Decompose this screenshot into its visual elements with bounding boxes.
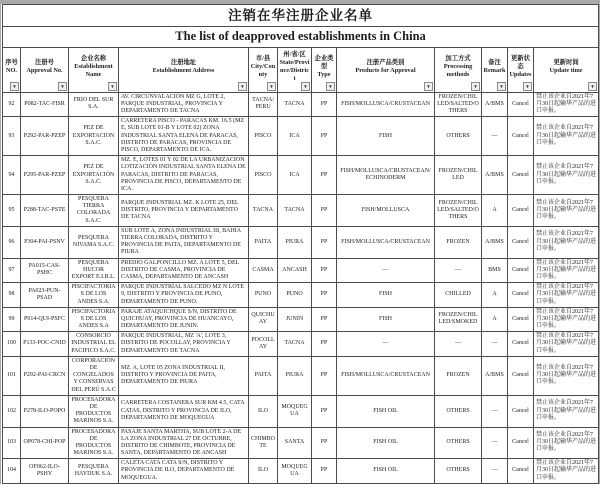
cell-type: PP [312,195,337,227]
cell-update-status: Cancel [508,226,534,258]
cell-update-status: Cancel [508,258,534,283]
cell-state: ICA [278,156,312,195]
table-row [3,117,599,156]
title-row-cn [3,5,599,27]
column-header-type [312,48,337,92]
cell-establishment-name: PISCIFACTORÍAS DE LOS ANDES S.A [69,307,119,332]
cell-city: TACNA/PERU [249,92,278,117]
cell-update-time: 禁止该企业自2021年7月30日起输华产品的进口申报。 [534,307,599,332]
header-label-cn: 市/县 [255,55,271,63]
header-label-cn: 州/省/区 [283,51,306,59]
cell-type: PP [312,117,337,156]
cell-city: PUNO [249,283,278,308]
cell-type: PP [312,283,337,308]
table-row [3,356,599,395]
cell-establishment-name: PESQUERA NIVAMA S.A.C. [69,226,119,258]
cell-establishment-name: CONSORCIO INDUSTRIAL EL PACIFICO S.A.C. [69,332,119,357]
cell-processing-methods: FROZEN/CHILLED/SALTED/OTHERS [435,195,482,227]
cell-products: FISH/MOLLUSCA/CRUSTACEAN [337,356,435,395]
header-label-cn: 序号 [5,59,18,67]
cell-processing-methods: OTHERS [435,427,482,459]
table-row [3,395,599,427]
cell-remark: A/BMS [482,92,508,117]
cell-no: 97 [3,258,21,283]
cell-update-time: 禁止该企业自2021年7月30日起输华产品的进口申报。 [534,427,599,459]
cell-products: FISH [337,307,435,332]
cell-approval-no: P292-PAI-CRCN [21,356,69,395]
header-label-cn: 注册产品类别 [366,59,405,67]
cell-establishment-name: PROCESADORA DE PRODUCTOS MARINOS S.A. [69,395,119,427]
cell-state: JUNÍN [278,307,312,332]
cell-establishment-name: PISCIFACTORÍAS DE LOS ANDES S.A. [69,283,119,308]
filter-dropdown-icon[interactable]: ▼ [267,82,276,91]
cell-type: PP [312,258,337,283]
cell-approval-no: P292-PAR-PZEP [21,117,69,156]
column-header-products [337,48,435,92]
cell-processing-methods: FROZEN/CHILLED/SALTED/OTHERS [435,92,482,117]
cell-processing-methods: — [435,332,482,357]
column-header-approval-no [21,48,69,92]
column-header-state [278,48,312,92]
cell-establishment-address: MZ. E, LOTES 01 Y 02 DE LA URBANIZACIÓN LOTIZACIÓN INDUSTRIAL SANTA ELENA DE PARACAS, DISTRITO DE PARACAS, PROVINCIA DE PISCO, DEPARTAMENTO DE ICA. [119,156,249,195]
filter-dropdown-icon[interactable]: ▼ [108,82,117,91]
cell-remark: A [482,283,508,308]
cell-state: PIURA [278,226,312,258]
cell-products: — [337,332,435,357]
cell-establishment-address: PARQUE INDUSTRIAL MZ. K LOTE 25, DEL DISTRITO, PROVINCIA Y DEPARTAMENTO DE TACNA [119,195,249,227]
header-label-cn: 注册地址 [170,59,197,67]
header-label-cn: 企业名称 [80,55,107,63]
cell-approval-no: PA015-CAS-PSHC [21,258,69,283]
cell-state: TACNA [278,332,312,357]
cell-update-time: 禁止该企业自2021年7月30日起输华产品的进口申报。 [534,226,599,258]
cell-approval-no: PA023-PUN-PSAD [21,283,69,308]
filter-dropdown-icon[interactable]: ▼ [424,82,433,91]
cell-approval-no: P295-PAR-PZEP [21,156,69,195]
cell-establishment-name: PEZ DE EXPORTACION S.A.C. [69,117,119,156]
cell-establishment-name: PESQUERA TIERRA COLORADA S.A.C. [69,195,119,227]
cell-remark: — [482,427,508,459]
cell-update-status: Cancel [508,117,534,156]
cell-type: PP [312,356,337,395]
cell-establishment-address: AV. CIRCUNVALACIÓN MZ G, LOTE 2, PARQUE INDUSTRIAL, PROVINCIA Y DEPARTAMENTO DE TACNA [119,92,249,117]
cell-update-status: Cancel [508,156,534,195]
cell-update-status: Cancel [508,195,534,227]
cell-update-status: Cancel [508,395,534,427]
cell-update-status: Cancel [508,332,534,357]
cell-remark: A/BMS [482,156,508,195]
cell-no: 93 [3,117,21,156]
cell-city: PISCO [249,117,278,156]
cell-remark: — [482,459,508,484]
cell-products: FISH [337,283,435,308]
cell-state: PIURA [278,356,312,395]
cell-update-time: 禁止该企业自2021年7月30日起输华产品的进口申报。 [534,332,599,357]
cell-establishment-name: PESQUERA HAYDUK S.A. [69,459,119,484]
cell-city: QUICHUAY [249,307,278,332]
cell-establishment-address: PARQUE INDUSTRIAL, MZ 'A', LOTE 3, DISTRITO DE POCOLLAY, PROVINCIA Y DEPARTAMENTO DE TACNA [119,332,249,357]
cell-update-time: 禁止该企业自2021年7月30日起输华产品的进口申报。 [534,283,599,308]
cell-type: PP [312,226,337,258]
filter-dropdown-icon[interactable]: ▼ [471,82,480,91]
header-label-cn: 注册号 [35,59,54,67]
cell-type: PP [312,332,337,357]
column-header-establishment-name [69,48,119,92]
header-label-en: Updates [509,70,532,78]
cell-establishment-address: PARAJE ATAQUICHQUE S/N, DISTRITO DE QUICHUAY, PROVINCIA DE HUANCAYO, DEPARTAMENTO DE JUNIN. [119,307,249,332]
cell-type: PP [312,307,337,332]
filter-sort-icon[interactable]: ▼ [588,82,597,91]
cell-update-time: 禁止该企业自2021年7月30日起输华产品的进口申报。 [534,195,599,227]
cell-processing-methods: FROZEN [435,226,482,258]
cell-establishment-address: SUB LOTE A, ZONA INDUSTRIAL III, BAHIA TIERRA COLORADA, DISTRITO Y PROVINCIA DE PAITA, DEPARTAMENTO DE PIURA [119,226,249,258]
cell-processing-methods: OTHERS [435,395,482,427]
cell-no: 95 [3,195,21,227]
cell-products: FISH/MOLLUSCA [337,195,435,227]
cell-processing-methods: — [435,258,482,283]
cell-processing-methods: FROZEN/CHILLED [435,156,482,195]
cell-state: TACNA [278,195,312,227]
cell-no: 104 [3,459,21,484]
cell-remark: — [482,332,508,357]
cell-establishment-name: PROCESADORA DE PRODUCTOS MARINOS S.A. [69,427,119,459]
table-row [3,332,599,357]
header-label-cn: 加工方式 [445,55,471,63]
cell-type: PP [312,427,337,459]
header-label-cn: 更新状态 [511,55,530,70]
table-row [3,427,599,459]
table-row [3,459,599,484]
column-header-establishment-address [119,48,249,92]
table-body [3,92,599,483]
cell-no: 92 [3,92,21,117]
header-label-en: Products for Approval [355,66,416,74]
cell-city: PAITA [249,356,278,395]
cell-processing-methods: CHILLED [435,283,482,308]
header-label-en: Establishment Name [74,62,113,78]
cell-remark: A [482,307,508,332]
cell-update-status: Cancel [508,307,534,332]
cell-city: TACNA [249,195,278,227]
cell-state: ANCASH [278,258,312,283]
cell-establishment-address: PREDIO GALPONCILLO MZ. A LOTE 5, DEL DISTRITO DE CASMA, PROVINCIA DE CASMA, DEPARTAMENTO DE ANCASH [119,258,249,283]
cell-city: CHIMBOTE [249,427,278,459]
column-header-row [3,48,599,92]
cell-approval-no: OP078-CHI-POP [21,427,69,459]
cell-establishment-name: FRIO DEL SUR S.A. [69,92,119,117]
filter-dropdown-icon[interactable]: ▼ [301,82,310,91]
cell-no: 100 [3,332,21,357]
cell-update-status: Cancel [508,283,534,308]
cell-products: FISH/MOLLUSCA/CRUSTACEAN/ECHINODERM [337,156,435,195]
column-header-remark [482,48,508,92]
cell-city: ILO [249,395,278,427]
cell-update-status: Cancel [508,459,534,484]
table-row [3,156,599,195]
table-row [3,226,599,258]
header-label-en: Remark [483,66,506,74]
cell-no: 99 [3,307,21,332]
cell-processing-methods: OTHERS [435,459,482,484]
cell-establishment-name: CORPORACIÓN DE CONGELADOS Y CONSERVAS DEL PERÚ S.A.C [69,356,119,395]
cell-remark: A [482,195,508,227]
filter-dropdown-icon[interactable]: ▼ [326,82,335,91]
header-label-en: Update time [549,66,583,74]
establishments-table [2,4,599,484]
cell-products: FISH OIL [337,459,435,484]
cell-approval-no: P278-ILO-POPO [21,395,69,427]
cell-establishment-address: CARRETERA COSTANERA SUR KM 4.5, CATA CATAS, DISTRITO Y PROVINCIA DE ILO, DEPARTAMENTO DE MOQUEGUA [119,395,249,427]
cell-city: PISCO [249,156,278,195]
column-header-update-time [534,48,599,92]
table-row [3,283,599,308]
cell-remark: — [482,117,508,156]
cell-type: PP [312,395,337,427]
filter-dropdown-icon[interactable]: ▼ [497,82,506,91]
header-label-cn: 企业类型 [314,55,334,70]
column-header-update-status [508,48,534,92]
cell-establishment-address: CARRETERA PISCO - PARACAS KM. 16.5 (MZ E, SUB LOTE 01-B Y LOTE 02) ZONA INDUSTRIAL SANTA ELENA DE PARACAS, DISTRITO DE PARACAS, PROVINCIA DE PISCO, DEPARTAMENTO DE ICA. [119,117,249,156]
header-label-en: NO. [5,66,18,74]
cell-approval-no: P014-QUI-PSFC [21,307,69,332]
cell-products: — [337,258,435,283]
page-title-english: The list of deapproved establishments in China [3,27,599,48]
cell-type: PP [312,92,337,117]
cell-products: FISH OIL [337,427,435,459]
cell-city: POCOLLAY [249,332,278,357]
cell-remark: A/BMS [482,356,508,395]
header-label-cn: 更新时间 [553,59,579,67]
document-sheet [1,4,599,484]
cell-city: ILO [249,459,278,484]
filter-dropdown-icon[interactable]: ▼ [10,82,19,91]
cell-no: 102 [3,395,21,427]
cell-products: FISH/MOLLUSCA/CRUSTACEAN [337,226,435,258]
cell-type: PP [312,459,337,484]
title-row-en [3,27,599,48]
cell-state: PUNO [278,283,312,308]
table-row [3,307,599,332]
cell-establishment-address: PARQUE INDUSTRIAL SALCEDO MZ N LOTE 9, DISTRITO Y PROVINCIA DE PUNO, DEPARTAMENTO DE PUNO. [119,283,249,308]
cell-products: FISH/MOLLUSCA/CRUSTACEAN [337,92,435,117]
cell-establishment-name: PESQUERA HUCOR EXPORT E.I.R.L. [69,258,119,283]
column-header-processing-methods [435,48,482,92]
cell-update-status: Cancel [508,427,534,459]
page-title-chinese: 注销在华注册企业名单 [3,5,599,27]
header-label-en: Processing methods [443,62,473,78]
column-header-city [249,48,278,92]
header-label-en: Approval No. [26,66,63,74]
cell-update-time: 禁止该企业自2021年7月30日起输华产品的进口申报。 [534,395,599,427]
column-header-no [3,48,21,92]
cell-state: TACNA [278,92,312,117]
cell-state: SANTA [278,427,312,459]
cell-remark: — [482,395,508,427]
cell-city: PAITA [249,226,278,258]
cell-products: FISH OIL [337,395,435,427]
cell-approval-no: P082-TAC-FISR [21,92,69,117]
cell-no: 101 [3,356,21,395]
cell-processing-methods: FROZEN/CHILLED/SMOKED [435,307,482,332]
header-label-en: City/County [250,62,276,78]
cell-no: 96 [3,226,21,258]
cell-no: 103 [3,427,21,459]
header-label-cn: 备注 [488,59,501,67]
filter-dropdown-icon[interactable]: ▼ [58,82,67,91]
cell-type: PP [312,156,337,195]
cell-update-time: 禁止该企业自2021年7月30日起输华产品的进口申报。 [534,92,599,117]
cell-establishment-name: PEZ DE EXPORTACIÓN S.A.C. [69,156,119,195]
cell-products: FISH [337,117,435,156]
cell-city: CASMA [249,258,278,283]
cell-state: MOQUEGUA [278,395,312,427]
header-label-en: State/Province/District [279,59,310,82]
cell-approval-no: P133-POC-CNID [21,332,69,357]
cell-approval-no: P304-PAI-PSNV [21,226,69,258]
cell-remark: BMS [482,258,508,283]
table-row [3,258,599,283]
cell-update-status: Cancel [508,356,534,395]
cell-update-time: 禁止该企业自2021年7月30日起输华产品的进口申报。 [534,258,599,283]
header-label-en: Type [317,70,331,78]
cell-establishment-address: CALETA CATA CATA S/N, DISTRITO Y PROVINCIA DE ILO, DEPARTAMENTO DE MOQUEGUA. [119,459,249,484]
table-row [3,92,599,117]
cell-remark: A/BMS [482,226,508,258]
cell-state: ICA [278,117,312,156]
cell-establishment-address: MZ. A, LOTE 05 ZONA INDUSTRIAL II, DISTRITO Y PROVINCIA DE PAITA, DEPARTAMENTO DE PIURA [119,356,249,395]
table-row [3,195,599,227]
cell-no: 98 [3,283,21,308]
cell-update-time: 禁止该企业自2021年7月30日起输华产品的进口申报。 [534,356,599,395]
cell-update-status: Cancel [508,92,534,117]
cell-processing-methods: FROZEN [435,356,482,395]
cell-update-time: 禁止该企业自2021年7月30日起输华产品的进口申报。 [534,459,599,484]
cell-approval-no: OF062-ILO-PSHY [21,459,69,484]
cell-establishment-address: PASAJE SANTA MARTHA, SUB LOTE 2-A DE LA ZONA INDUSTRIAL 27 DE OCTUBRE, DISTRITO DE CHIMBOTE, PROVINCIA DE SANTA, DEPARTAMENTO DE ANCASH [119,427,249,459]
cell-approval-no: P288-TAC-PSTE [21,195,69,227]
cell-update-time: 禁止该企业自2021年7月30日起输华产品的进口申报。 [534,117,599,156]
cell-state: MOQUEGUA [278,459,312,484]
filter-dropdown-icon[interactable]: ▼ [523,82,532,91]
cell-update-time: 禁止该企业自2021年7月30日起输华产品的进口申报。 [534,156,599,195]
filter-dropdown-icon[interactable]: ▼ [238,82,247,91]
cell-processing-methods: OTHERS [435,117,482,156]
cell-no: 94 [3,156,21,195]
header-label-en: Establishment Address [152,66,215,74]
